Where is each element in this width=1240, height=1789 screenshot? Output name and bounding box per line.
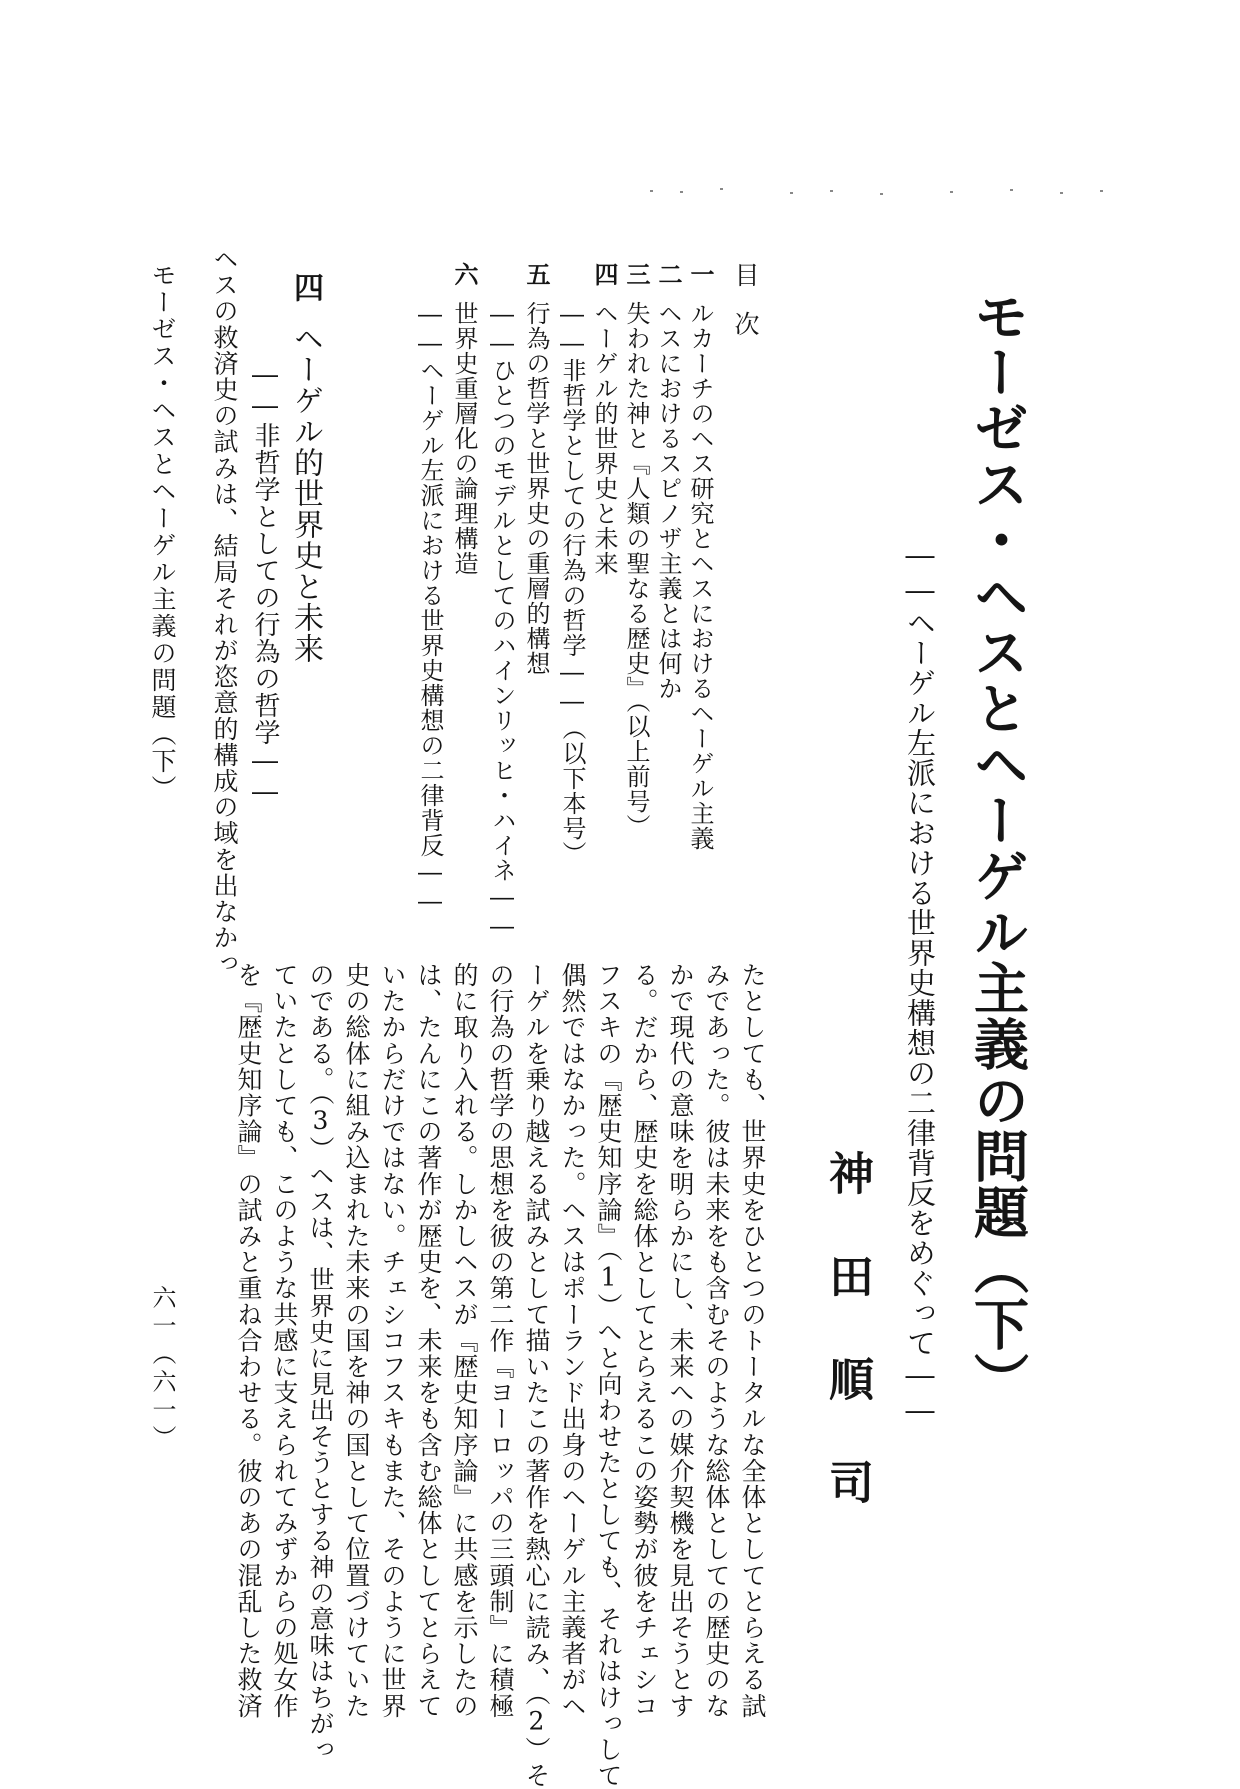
toc-item-number: 一 [686, 262, 715, 287]
body-line: みであった。彼は未来をも含むそのような総体としての歴史のな [702, 962, 731, 1719]
toc-item-5 [522, 262, 551, 676]
toc-item-5-subtitle: ――ひとつのモデルとしてのハインリッヒ・ハイネ―― [488, 300, 516, 941]
toc-item-text: 行為の哲学と世界史の重層的構想 [522, 301, 550, 676]
toc-item-text: ヘスにおけるスピノザ主義とは何か [654, 301, 682, 701]
article-subtitle: ――ヘーゲル左派における世界史構想の二律背反をめぐって―― [903, 538, 937, 1428]
toc-item-1 [686, 262, 715, 851]
toc-item-2 [654, 262, 683, 701]
section-subtitle: ――非哲学としての行為の哲学―― [250, 360, 280, 808]
toc-item-4-subtitle: ――非哲学としての行為の哲学――（以下本号） [558, 300, 586, 866]
body-line: かで現代の意味を明らかにし、未来への媒介契機を見出そうとす [666, 962, 695, 1719]
body-line: いたからだけではない。チェシコフスキもまた、そのように世界 [378, 962, 407, 1719]
page-number: 六一（六一） [148, 1285, 176, 1453]
body-line: を『歴史知序論』の試みと重ね合わせる。彼のあの混乱した救済 [234, 962, 263, 1719]
toc-item-text: ルカーチのヘス研究とヘスにおけるヘーゲル主義 [686, 301, 714, 851]
toc-item-number: 四 [590, 262, 619, 287]
toc-item-3 [622, 262, 651, 839]
body-line: ていたとしても、このような共感に支えられてみずからの処女作 [270, 962, 299, 1719]
body-line: ーゲルを乗り越える試みとして描いたこの著作を熱心に読み、（2）そ [522, 962, 551, 1789]
toc-item-number: 三 [622, 262, 651, 287]
toc-item-text: ヘーゲル的世界史と未来 [590, 301, 618, 576]
toc-label: 目次 [731, 262, 760, 360]
toc-item-4 [590, 262, 619, 576]
body-line: たとしても、世界史をひとつのトータルな全体としてとらえる試 [738, 962, 767, 1719]
body-line: は、たんにこの著作が歴史を、未来をも含む総体としてとらえて [414, 962, 443, 1719]
toc-item-number: 五 [522, 262, 551, 287]
section-heading [288, 272, 323, 664]
body-line: 史の総体に組み込まれた未来の国を神の国として位置づけていた [342, 962, 371, 1719]
toc-item-number: 六 [450, 262, 479, 287]
running-title: モーゼス・ヘスとヘーゲル主義の問題（下） [148, 262, 177, 802]
toc-item-text: 失われた神と『人類の聖なる歴史』（以上前号） [622, 301, 650, 839]
body-line: フスキの『歴史知序論』（1）へと向わせたとしても、それはけっして [594, 962, 623, 1789]
body-line: の行為の哲学の思想を彼の第二作『ヨーロッパの三頭制』に積極 [486, 962, 515, 1719]
toc-item-number: 二 [654, 262, 683, 287]
left-body-line: ヘスの救済史の試みは、結局それが恣意的構成の域を出なかっ [210, 246, 239, 977]
article-title: モーゼス・ヘスとヘーゲル主義の問題（下） [965, 288, 1030, 1408]
body-line: のである。（3）ヘスは、世界史に見出そうとする神の意味はちがっ [306, 962, 335, 1763]
body-line: る。だから、歴史を総体としてとらえるこの姿勢が彼をチェシコ [630, 962, 659, 1719]
body-line: 的に取り入れる。しかしヘスが『歴史知序論』に共感を示したの [450, 962, 479, 1719]
section-title: ヘーゲル的世界史と未来 [288, 323, 323, 664]
author-name: 神田順司 [821, 1150, 874, 1562]
section-number: 四 [288, 272, 323, 303]
toc-item-6-subtitle: ――ヘーゲル左派における世界史構想の二律背反―― [416, 300, 444, 916]
body-line: 偶然ではなかった。ヘスはポーランド出身のヘーゲル主義者がヘ [558, 962, 587, 1719]
toc-item-6 [450, 262, 479, 576]
toc-item-text: 世界史重層化の論理構造 [450, 301, 478, 576]
